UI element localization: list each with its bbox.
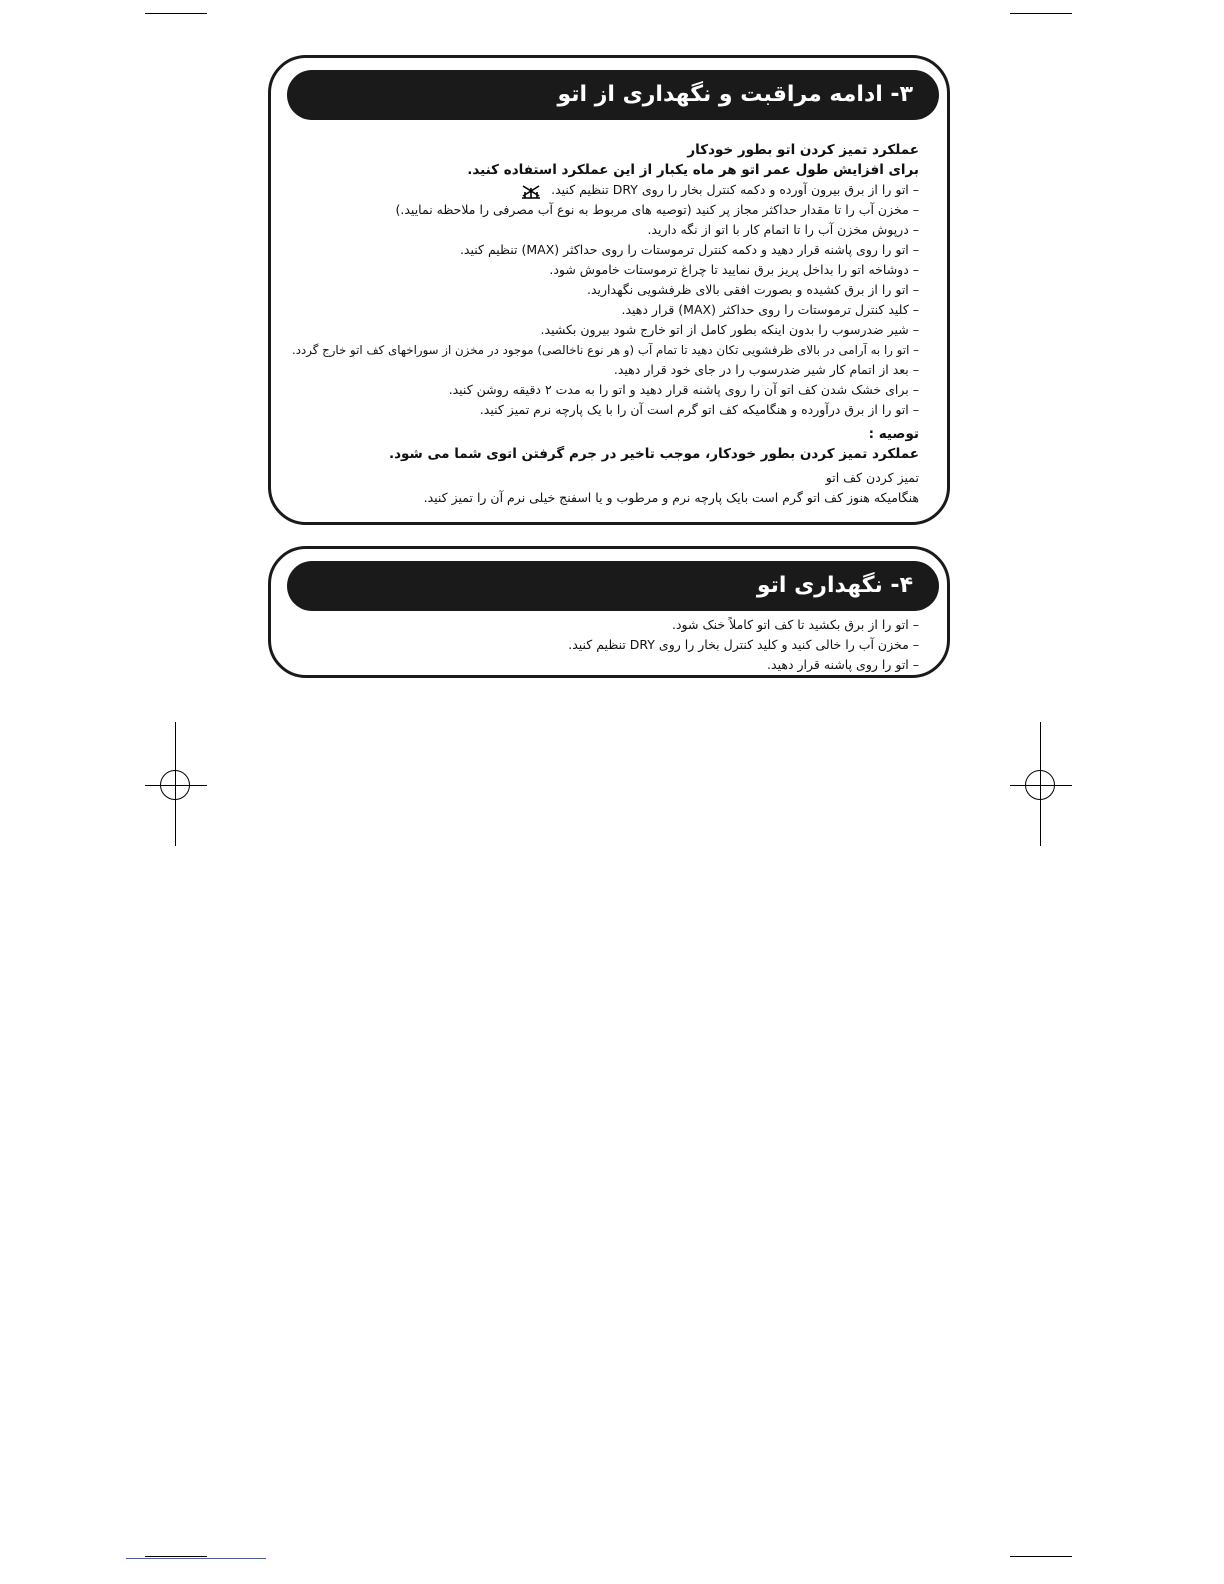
step-item: – شیر ضدرسوب را بدون اینکه بطور کامل از اتو خارج شود بیرون بکشید. [540,322,919,337]
tip-heading: توصیه : [868,426,919,442]
section-4-title: ۴- نگهداری اتو [287,561,939,611]
tip-text: عملکرد تمیز کردن بطور خودکار، موجب تاخیر در جرم گرفتن اتوی شما می شود. [388,446,919,462]
storage-item: – اتو را روی پاشنه قرار دهید. [767,657,919,672]
soleplate-text: هنگامیکه هنوز کف اتو گرم است بایک پارچه نرم و مرطوب و یا اسفنج خیلی نرم آن را تمیز کنید. [423,490,919,505]
section-3-panel [268,55,950,525]
auto-clean-heading: عملکرد تمیز کردن اتو بطور خودکار [687,142,919,158]
crop-mark [1010,13,1072,14]
step-item: – دوشاخه اتو را بداخل پریز برق نمایید تا چراغ ترموستات خاموش شود. [549,262,919,277]
crop-mark [145,13,207,14]
step-item: – اتو را از برق درآورده و هنگامیکه کف اتو گرم است آن را با یک پارچه نرم تمیز کنید. [479,402,919,417]
registration-mark [1025,770,1055,800]
section-3-title: ۳- ادامه مراقبت و نگهداری از اتو [287,70,939,120]
section-4-body [281,615,919,675]
section-4-panel [268,546,950,678]
step-item: – اتو را از برق کشیده و بصورت افقی بالای ظرفشویی نگهدارید. [586,282,919,297]
step-text: – اتو را از برق بیرون آورده و دکمه کنترل بخار را روی DRY تنظیم کنید. [551,182,919,197]
crop-mark [126,1558,266,1559]
step-item [281,180,919,200]
storage-item: – اتو را از برق بکشید تا کف اتو کاملاً خنک شود. [672,617,919,632]
storage-item: – مخزن آب را خالی کنید و کلید کنترل بخار را روی DRY تنظیم کنید. [568,637,919,652]
anti-calc-steam-icon [519,182,543,200]
step-item: – اتو را به آرامی در بالای ظرفشویی تکان دهید تا تمام آب (و هر نوع ناخالصی) موجود در مخزن از سوراخهای کف اتو خارج گردد. [291,343,919,357]
step-item: – بعد از اتمام کار شیر ضدرسوب را در جای خود قرار دهید. [613,362,919,377]
crop-mark [1010,1556,1072,1557]
step-item: – اتو را روی پاشنه قرار دهید و دکمه کنترل ترموستات را روی حداکثر (MAX) تنظیم کنید. [459,242,919,257]
registration-mark [160,770,190,800]
step-item: – کلید کنترل ترموستات را روی حداکثر (MAX) قرار دهید. [621,302,919,317]
crop-mark [145,1556,207,1557]
step-item: – مخزن آب را تا مقدار حداکثر مجاز پر کنید (توصیه های مربوط به نوع آب مصرفی را ملاحظه نمایید.) [395,202,919,217]
step-item: – برای خشک شدن کف اتو آن را روی پاشنه قرار دهید و اتو را به مدت ۲ دقیقه روشن کنید. [448,382,919,397]
section-3-body [281,140,919,508]
soleplate-heading: تمیز کردن کف اتو [825,470,919,485]
step-item: – درپوش مخزن آب را تا اتمام کار با اتو از نگه دارید. [647,222,919,237]
auto-clean-intro: برای افزایش طول عمر اتو هر ماه یکبار از این عملکرد استفاده کنید. [467,162,919,178]
